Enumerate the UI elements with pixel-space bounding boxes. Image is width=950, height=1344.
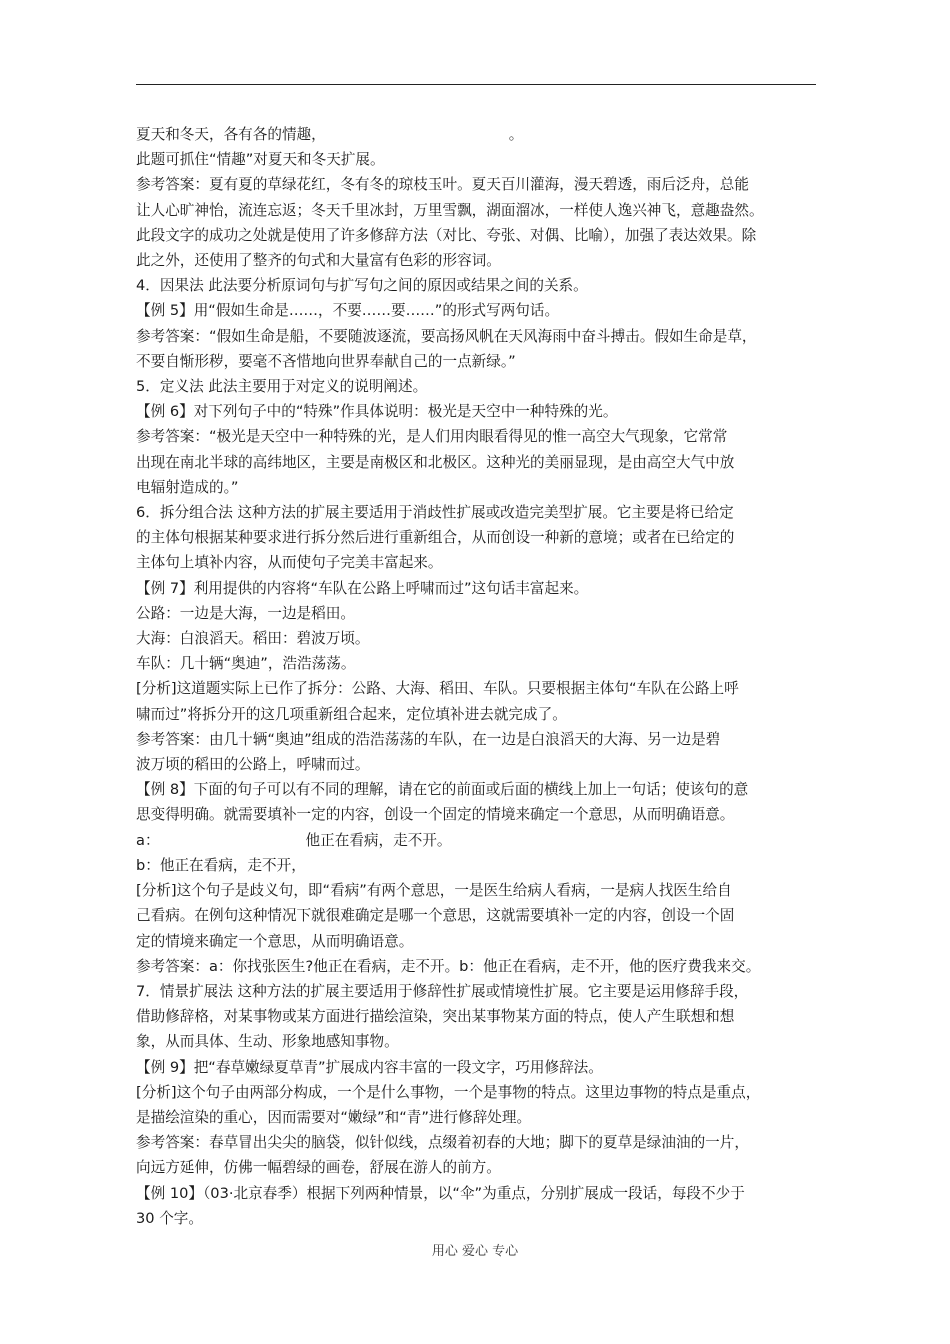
text-line: 让人心旷神怡，流连忘返；冬天千里冰封，万里雪飘，湖面溜冰，一样使人逸兴神飞，意趣盎然。 bbox=[136, 201, 764, 219]
text-line: 此题可抓住“情趣”对夏天和冬天扩展。 bbox=[136, 151, 385, 169]
text-line bbox=[136, 122, 818, 147]
text-line: 参考答案：“假如生命是船，不要随波逐流，要高扬风帆在天风海雨中奋斗搏击。假如生命是草， bbox=[136, 327, 757, 345]
text-line: 电辐射造成的。” bbox=[136, 478, 239, 496]
text-line: 30 个字。 bbox=[136, 1209, 203, 1227]
page-footer: 用心 爱心 专心 bbox=[431, 1244, 519, 1259]
text-line: [分析]这个句子是歧义句，即“看病”有两个意思，一是医生给病人看病，一是病人找医生给自 bbox=[136, 882, 732, 900]
text-line: 参考答案：春草冒出尖尖的脑袋，似针似线，点缀着初春的大地；脚下的夏草是绿油油的一片， bbox=[136, 1134, 749, 1152]
text-line: b：他正在看病，走不开， bbox=[136, 856, 306, 874]
text-line: 4．因果法 此法要分析原词句与扩写句之间的原因或结果之间的关系。 bbox=[136, 277, 588, 295]
text-line: 此之外，还使用了整齐的句式和大量富有色彩的形容词。 bbox=[136, 252, 501, 270]
text-line: 6．拆分组合法 这种方法的扩展主要适用于消歧性扩展或改造完美型扩展。它主要是将已给定 bbox=[136, 504, 734, 522]
text-line: 7．情景扩展法 这种方法的扩展主要适用于修辞性扩展或情境性扩展。它主要是运用修辞手段， bbox=[136, 982, 749, 1000]
text-line: 【例 5】用“假如生命是……，不要……要……”的形式写两句话。 bbox=[136, 302, 560, 320]
text-line: 象，从而具体、生动、形象地感知事物。 bbox=[136, 1033, 399, 1051]
text-line: 出现在南北半球的高纬地区，主要是南极区和北极区。这种光的美丽显现，是由高空大气中放 bbox=[136, 453, 735, 471]
text-line: 【例 7】利用提供的内容将“车队在公路上呼啸而过”这句话丰富起来。 bbox=[136, 579, 589, 597]
line-part: 。 bbox=[508, 126, 524, 143]
text-line: 此段文字的成功之处就是使用了许多修辞方法（对比、夸张、对偶、比喻），加强了表达效果。除 bbox=[136, 226, 757, 244]
line-part: a： bbox=[136, 831, 160, 849]
text-line: 是描绘渲染的重心，因而需要对“嫩绿”和“青”进行修辞处理。 bbox=[136, 1108, 532, 1126]
text-line: 向远方延伸，仿佛一幅碧绿的画卷，舒展在游人的前方。 bbox=[136, 1159, 501, 1177]
text-line: [分析]这个句子由两部分构成，一个是什么事物，一个是事物的特点。这里边事物的特点是重点， bbox=[136, 1083, 761, 1101]
text-line: 定的情境来确定一个意思，从而明确语意。 bbox=[136, 932, 414, 950]
text-line: 借助修辞格，对某事物或某方面进行描绘渲染，突出某事物某方面的特点，使人产生联想和想 bbox=[136, 1008, 735, 1026]
text-line: 参考答案：由几十辆“奥迪”组成的浩浩荡荡的车队，在一边是白浪滔天的大海、另一边是碧 bbox=[136, 730, 721, 748]
text-line: 思变得明确。就需要填补一定的内容，创设一个固定的情境来确定一个意思，从而明确语意。 bbox=[136, 806, 735, 824]
line-part: 夏天和冬天，各有各的情趣， bbox=[136, 126, 326, 143]
text-line: 【例 6】对下列句子中的“特殊”作具体说明：极光是天空中一种特殊的光。 bbox=[136, 403, 618, 421]
line-part: 他正在看病，走不开。 bbox=[305, 831, 452, 849]
text-line: [分析]这道题实际上已作了拆分：公路、大海、稻田、车队。只要根据主体句“车队在公路上呼 bbox=[136, 680, 739, 698]
text-line: 参考答案：“极光是天空中一种特殊的光，是人们用肉眼看得见的惟一高空大气现象，它常常 bbox=[136, 428, 728, 446]
text-line: 车队：几十辆“奥迪”，浩浩荡荡。 bbox=[136, 655, 356, 673]
text-line: 公路：一边是大海，一边是稻田。 bbox=[136, 604, 355, 622]
text-line: 己看病。在例句这种情况下就很难确定是哪一个意思，这就需要填补一定的内容，创设一个固 bbox=[136, 907, 735, 925]
text-line: 【例 8】下面的句子可以有不同的理解，请在它的前面或后面的横线上加上一句话；使该句的意 bbox=[136, 781, 749, 799]
text-line bbox=[136, 828, 818, 853]
text-line: 大海：白浪滔天。稻田：碧波万顷。 bbox=[136, 630, 370, 648]
header-rule bbox=[136, 84, 816, 85]
text-line: 5．定义法 此法主要用于对定义的说明阐述。 bbox=[136, 378, 428, 396]
text-line: 波万顷的稻田的公路上，呼啸而过。 bbox=[136, 756, 370, 774]
text-line: 不要自惭形秽，要毫不吝惜地向世界奉献自己的一点新绿。” bbox=[136, 352, 516, 370]
text-line: 的主体句根据某种要求进行拆分然后进行重新组合，从而创设一种新的意境；或者在已给定的 bbox=[136, 529, 735, 547]
text-line: 参考答案：夏有夏的草绿花红，冬有冬的琼枝玉叶。夏天百川灌海，漫天碧透，雨后泛舟，总能 bbox=[136, 176, 749, 194]
text-line: 【例 9】把“春草嫩绿夏草青”扩展成内容丰富的一段文字，巧用修辞法。 bbox=[136, 1058, 603, 1076]
text-line: 主体句上填补内容，从而使句子完美丰富起来。 bbox=[136, 554, 443, 572]
document-body bbox=[136, 122, 818, 1231]
text-line: 参考答案：a：你找张医生?他正在看病，走不开。b：他正在看病，走不开，他的医疗费我来交。 bbox=[136, 957, 761, 975]
text-line: 【例 10】（03·北京春季）根据下列两种情景，以“伞”为重点，分别扩展成一段话，每段不少于 bbox=[136, 1184, 745, 1202]
text-line: 啸而过”将拆分开的这几项重新组合起来，定位填补进去就完成了。 bbox=[136, 705, 567, 723]
